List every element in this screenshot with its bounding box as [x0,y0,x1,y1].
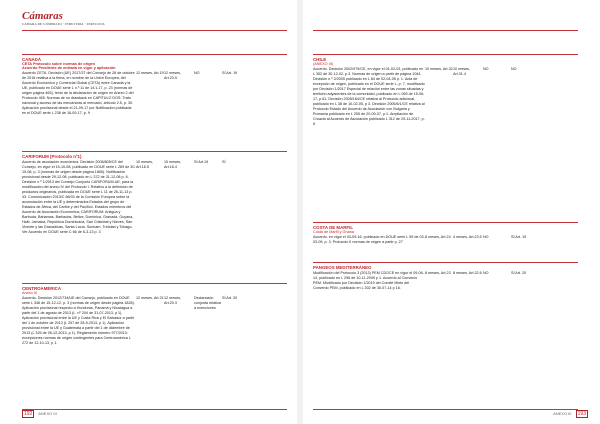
section-cariforum [22,151,287,235]
section-title: COSTA DE MARFIL [313,225,353,230]
table-row [22,160,287,235]
cell-drawback: NO [194,71,200,75]
right-page [303,0,600,424]
brand-tagline: CÁMARA DE COMERCIO · INDUSTRIA · SERVICIOS [22,22,105,26]
cell-drawback: NO [483,271,489,275]
section-rule [22,283,287,284]
cell-cumulation: SÍ Art. 20 [511,271,527,275]
cell-term: 12 meses, Art.21 [136,296,164,300]
page-number: 192 [24,411,33,417]
entry-text: Acuerdo CETA. Decisión (UE) 2017/37 del Consejo de 28 de octubre de 2016 relativa a la firma, en nombre de la Unión Europea, del Acuerdo Económico y Comercial Global (CETA) entre Canadá y la UE, publicado en DOUE serie L n.º 11 de 14.1.17, p. 23 (normas de origen página 465), texto de la declaración de origen en Anexo 2 del Protocolo 465. Normas de no drawback en CAPÍTULO DOS: Trato nacional y acceso de las mercancías al mercado, artículo 2.5, p. 30. Aplicación provisional desde el 21-09-17 por Notificación publicada en el DOUE serie L 238 de 16-09-17, p. 9 [22,71,135,115]
section-title: CANADÁ [22,57,42,62]
footer-rule [313,409,578,410]
entry-text: Acuerdo. Decisión 2002/979/CE, en vigor el 01-02-03, publicado en L 352 de 30-12-02, p.3. Normas de origen a partir de página 1044. Decisión n.º 2/2005 publicado en L 84 de 02-04-05 p. 1. Acta de excepción de origen, publicado en el DOUE serie L, p. 7, modificado por Decisión 1/2017 Especial de relación entre las zonas situadas y territorio adyacentes de la comunidad, publicado en L 069 de 15-06-17, p.61. Decisión 2005/164/CE relativa al Protocolo adicional, publicado en L 38 de 10-02-05, p 3. Decisión 2005/6/1/CE relativa al Protocolo Estado del Acuerdo de Asociación con Bulgaria y Rumanía publicado en L 255 de 20-09-07, p.1. Ampliación de Croacia al Acuerdo de Asociación publicado L 312 de 29-11-2017, p. 8 [313,67,425,126]
cell-drawback: NO [483,235,489,239]
section-pangeos [313,262,578,291]
section-canada [22,54,287,116]
cell-term-2: 10 meses, Art.16.4 [164,160,182,169]
cell-drawback: SÍ Art.19 [194,160,209,164]
left-page [0,0,297,424]
section-rule [313,222,578,223]
cell-term: 12 meses, Art.19 [136,71,164,75]
entry-text: Acuerdo de asociación económica. Decisión 2008/805/CE del Consejo, en vigor el 15-10-08, publicado en DOUE serie L 289 de 30-10-08, p. 3 (normas de origen desde página 1865). Notificación provisional desde 29-12-08: publicado en L 372 de 31-12-08 p. 6. Decisión n.º 1/2013 del Consejo Conjunto CARIFORUM-UE, para la modificación del anexo IV del Protocolo I. Relativo a la definición de productos originarios, publicada en DOUE serie L 11 de 26-11-13 p. 43. Comunicación 2013/C 66/03 de la Comisión Europea sobre la acumulación entre la UE y determinados Estados del grupo de Estados de África, del Caribe y del Pacífico. Estados miembros del Acuerdo de Asociación Económica; CARIFORUM: Antigua y Barbuda, Bahamas, Barbados, Belice, Dominica, Granada, Guyana, Haití, Jamaica, República Dominicana, San Cristóbal y Nieves, San Vicente y las Granadinas, Santa Lucía, Surinam, Trinidad y Tobago. Ver Acuerdo en DOUE serie C 66 de 6-3-13 p. 3 [22,160,136,234]
entry-text: Acuerdo. en vigor el 03-09-16. publicado en DOUE serie L 59 de 03-03-09, p. 3. Protocolo II normas de origen a partir p. 27 [313,235,425,244]
section-title: CARIFORUM (Protocolo nº1) [22,154,82,159]
header-rule [313,30,578,31]
table-row [22,71,287,116]
entry-text: Modificación del Protocolo 3 (2013) PEM CDOCE en vigor el 09-06-14, publicado en L 296 de 10-11-2009 p 1. Acuerdo al Convenio PEM. Modificado por Decisión 1/2019 del Comité Mixto del Convenio PEM, publicado en L 302 de 30-07-14 p 16. [313,271,424,290]
table-row [313,235,578,245]
table-row [313,67,578,127]
section-centroamerica [22,283,287,346]
section-subtitle: (ANEXO III) [313,62,334,66]
section-costa-marfil [313,222,578,245]
cell-cumulation: NO [511,67,517,71]
cell-term-2: 4 meses, Art.23.5 [453,235,482,239]
cell-term: 8 meses, Art.24 [425,235,451,239]
entry-text: Acuerdo. Decisión 2012/734/UE del Consejo, publicado en DOUE serie L 346 de 15-12-12, p. 3 (normas de origen desde página 1828). Aplicación provisional respecto a Honduras, Panamá y Nicaragua a partir del 1 de agosto de 2013 (L. nº 204 de 31-07-2013, p 1). Aplicación provisional entre la UE y Costa Rica y El Salvador a partir del 1 de octubre de 2013 (L 257 de 28-9-2013, p 1). Aplicación provisional entre la UE y Guatemala a partir del 1 de diciembre de 2013 (L 325 de 05-12-2013, p 1). Reglamento número 977/2013: excepciones normas de origen contingentes para Centroamérica L 272 de 12-10-13, p 1. [22,296,135,345]
brand-logo: Cámaras CÁMARA DE COMERCIO · INDUSTRIA · SERVICIOS [22,10,105,26]
footer-text: ANEXO III [38,411,57,416]
footer-rule [22,409,287,410]
cell-cumulation: SÍ Art. 19 [511,235,527,239]
section-rule [22,151,287,152]
section-subtitle: CETA Protocolo sobre normas de origen [22,62,95,66]
cell-term-2: 10 meses, Art.31.4 [453,67,471,76]
page-number: 193 [577,411,586,417]
section-rule [313,54,578,55]
footer-text: ANEXO III [553,411,572,416]
cell-drawback: NO [483,67,489,71]
section-title: PANGEOS MEDITERRÁNEO [313,265,372,270]
cell-cumulation: SÍ Art. 20 [222,296,238,300]
cell-cumulation: SÍ [222,160,226,164]
cell-drawback: Declaración conjunta relativa a exenciones [194,296,221,310]
cell-term-2: 12 meses, Art.20.3 [164,296,182,305]
table-row [313,271,578,291]
cell-term: 8 meses, Art.23 [425,271,451,275]
cell-term: 10 meses, Art.16.5 [136,160,154,169]
entry-title: Acuerdo Pendiente de entrada en vigor y aplicación [22,66,116,70]
header-rule [22,30,287,31]
footer [22,410,57,418]
section-rule [22,54,287,55]
table-row [22,296,287,346]
section-subtitle: Anexo III [22,291,37,295]
cell-term-2: 8 meses, Art.32.6 [453,271,482,275]
section-subtitle: Costa de Marfil y Ghana [313,230,354,234]
cell-cumulation: SÍ Art. 19 [222,71,238,75]
section-title: CENTROAMÉRICA [22,286,62,291]
cell-term: 10 meses, Art.32 [425,67,453,71]
section-chile [313,54,578,127]
section-rule [313,262,578,263]
section-title: CHILE [313,57,327,62]
cell-term-2: 12 meses, Art.23.9 [164,71,182,80]
footer [553,410,588,418]
